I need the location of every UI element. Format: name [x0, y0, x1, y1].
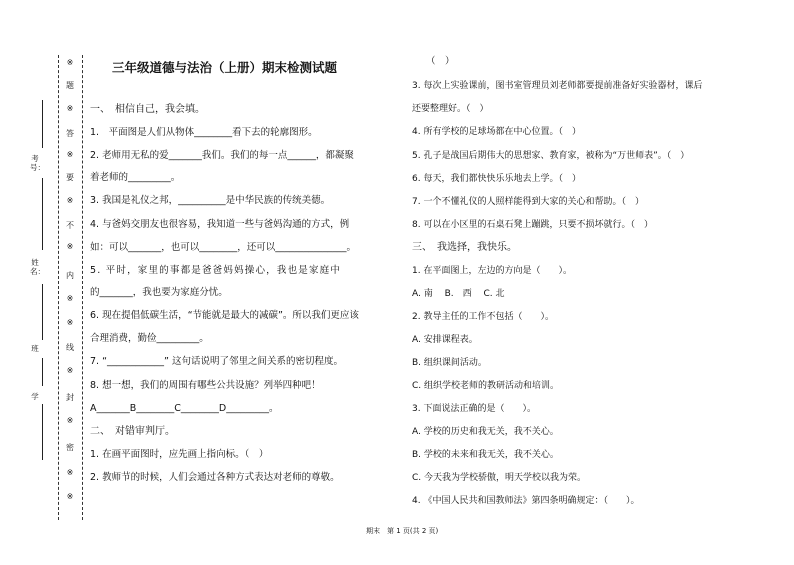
choice-q2-option-b: B. 组织课间活动。: [412, 358, 487, 368]
seal-char: 封: [66, 393, 74, 402]
seal-char: 题: [66, 81, 74, 90]
fill-q7: 7. “____________” 这句话说明了邻里之间关系的密切程度。: [90, 356, 343, 367]
fill-q5-line2: 的_______，我也要为家庭分忧。: [90, 287, 228, 298]
choice-q3-option-a: A. 学校的历史和我无关，我不关心。: [412, 427, 559, 437]
fill-q4-line1: 4. 与爸妈交朋友也很容易，我知道一些与爸妈沟通的方式，例: [90, 219, 350, 230]
exam-no-line: [42, 100, 43, 148]
name-label: 姓名：: [30, 258, 45, 276]
class-blank: [42, 358, 43, 386]
fill-q2-line2: 着老师的_________。: [90, 172, 181, 183]
judge-q4: 4. 所有学校的足球场都在中心位置。（ ）: [412, 127, 581, 137]
choice-q2-option-a: A. 安排课程表。: [412, 335, 478, 345]
exam-no-blank: [42, 178, 43, 250]
judge-q2-bracket: （ ）: [426, 56, 455, 67]
choice-q1-options: A. 南 B. 西 C. 北: [412, 289, 505, 299]
seal-char: 线: [66, 343, 74, 352]
choice-q3: 3. 下面说法正确的是（ ）。: [412, 404, 536, 414]
choice-q1: 1. 在平面图上，左边的方向是（ ）。: [412, 266, 572, 276]
seal-line-inner: [82, 55, 83, 520]
fill-q6-line2: 合理消费，勤俭_________。: [90, 333, 209, 344]
school-blank: [42, 404, 43, 460]
judge-q2: 2. 教师节的时候，人们会通过各种方式表达对老师的尊敬。: [90, 472, 340, 483]
seal-char: 内: [66, 271, 74, 280]
fill-q6-line1: 6. 现在提倡低碳生活，“节能就是最大的减碳”。所以我们更应该: [90, 310, 359, 321]
seal-char: 不: [66, 221, 74, 230]
judge-q3-line2: 还要整理好。（ ）: [412, 104, 489, 114]
fill-q8-line2: A_______B________C________D_________。: [90, 403, 279, 414]
seal-char: 要: [66, 173, 74, 182]
judge-q1: 1. 在画平面图时，应先画上指向标。（ ）: [90, 449, 269, 460]
fill-q1: 1. 平面图是人们从物体________看下去的轮廓图形。: [90, 127, 318, 138]
judge-q8: 8. 可以在小区里的石桌石凳上蹦跳，只要不损坏就行。（ ）: [412, 220, 653, 230]
section-1-heading: 一、 相信自己，我会填。: [90, 104, 205, 115]
class-label: 班: [31, 344, 39, 353]
judge-q5: 5. 孔子是战国后期伟大的思想家、教育家，被称为“万世师表”。（ ）: [412, 151, 690, 161]
fill-q5-line1: 5. 平时，家里的事都是爸爸妈妈操心，我也是家庭中: [90, 265, 342, 276]
fill-q2-line1: 2. 老师用无私的爱_______我们。我们的每一点______，都凝聚: [90, 150, 354, 161]
choice-q4: 4. 《中国人民共和国教师法》第四条明确规定：（ ）。: [412, 496, 640, 506]
school-label: 学: [31, 392, 39, 401]
section-3-heading: 三、 我选择，我快乐。: [412, 242, 517, 253]
exam-no-label: 考号：: [30, 154, 45, 172]
judge-q7: 7. 一个不懂礼仪的人照样能得到大家的关心和帮助。（ ）: [412, 197, 644, 207]
choice-q2-option-c: C. 组织学校老师的教研活动和培训。: [412, 381, 560, 391]
fill-q3: 3. 我国是礼仪之邦，__________是中华民族的传统美德。: [90, 195, 331, 206]
judge-q6: 6. 每天，我们都快快乐乐地去上学。（ ）: [412, 174, 581, 184]
seal-char: 答: [66, 129, 74, 138]
choice-q3-option-b: B. 学校的未来和我无关，我不关心。: [412, 450, 559, 460]
judge-q3-line1: 3. 每次上实验课前，图书室管理员刘老师都要提前准备好实验器材，课后: [412, 81, 703, 91]
page-title: 三年级道德与法治（上册）期末检测试题: [112, 60, 338, 75]
fill-q4-line2: 如：可以_______，也可以________，还可以_______________。: [90, 242, 357, 253]
choice-q3-option-c: C. 今天我为学校骄傲，明天学校以我为荣。: [412, 473, 587, 483]
seal-char: 密: [66, 443, 74, 452]
choice-q2: 2. 教导主任的工作不包括（ ）。: [412, 312, 554, 322]
fill-q8-line1: 8. 想一想，我们的周围有哪些公共设施？列举四种吧！: [90, 380, 321, 391]
name-blank: [42, 284, 43, 340]
seal-line-outer: [58, 55, 59, 520]
page-footer: 期末 第 1 页(共 2 页): [366, 527, 439, 535]
section-2-heading: 二、 对错审判厅。: [90, 426, 175, 437]
